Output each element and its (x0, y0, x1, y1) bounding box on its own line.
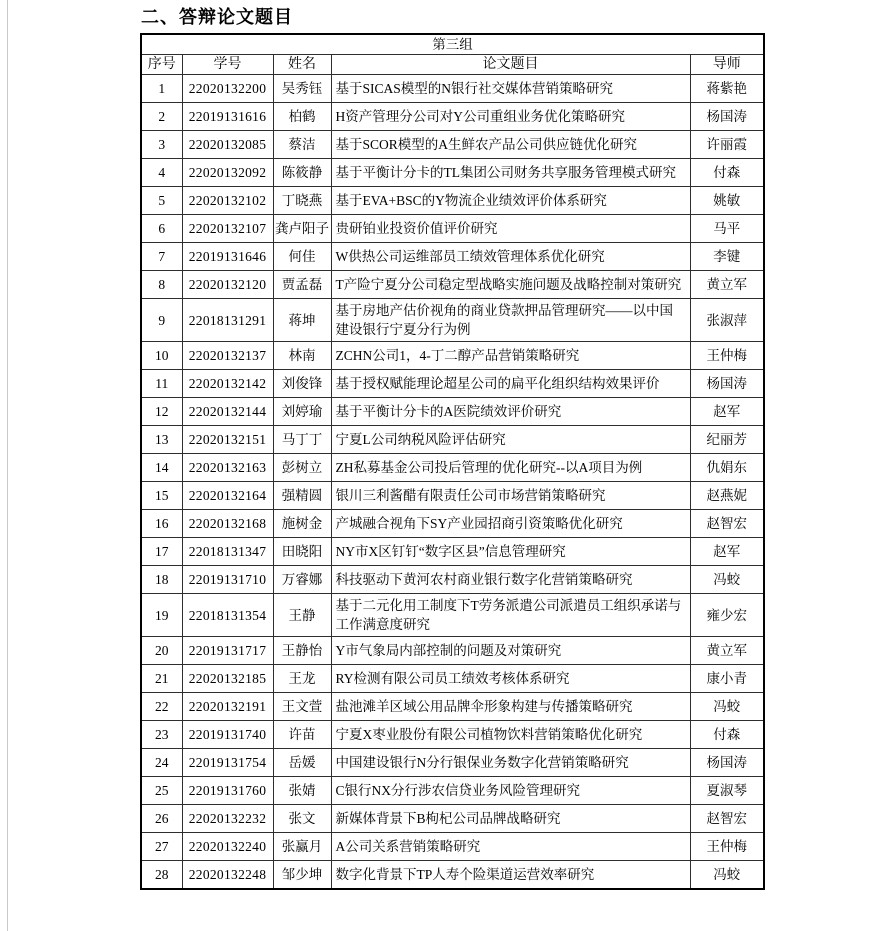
cell-name: 田晓阳 (273, 538, 331, 566)
table-row (141, 215, 764, 243)
cell-name: 贾孟磊 (273, 271, 331, 299)
cell-advisor: 蒋紫艳 (690, 75, 764, 103)
table-row (141, 721, 764, 749)
cell-thesis-title: W供热公司运维部员工绩效管理体系优化研究 (331, 243, 690, 271)
cell-no: 20 (141, 637, 182, 665)
cell-no: 10 (141, 342, 182, 370)
cell-name: 蒋坤 (273, 299, 331, 342)
cell-no: 13 (141, 426, 182, 454)
cell-no: 9 (141, 299, 182, 342)
table-row (141, 538, 764, 566)
cell-thesis-title: 基于房地产估价视角的商业贷款押品管理研究——以中国建设银行宁夏分行为例 (331, 299, 690, 342)
cell-advisor: 夏淑琴 (690, 777, 764, 805)
cell-advisor: 冯蛟 (690, 693, 764, 721)
cell-student-id: 22020132151 (182, 426, 273, 454)
cell-student-id: 22020132168 (182, 510, 273, 538)
cell-no: 23 (141, 721, 182, 749)
table-row (141, 777, 764, 805)
column-header-row (141, 55, 764, 75)
cell-name: 万睿娜 (273, 566, 331, 594)
cell-name: 丁晓燕 (273, 187, 331, 215)
cell-thesis-title: NY市X区钉钉“数字区县”信息管理研究 (331, 538, 690, 566)
cell-name: 王静 (273, 594, 331, 637)
cell-name: 吴秀钰 (273, 75, 331, 103)
cell-advisor: 黄立军 (690, 271, 764, 299)
cell-thesis-title: ZH私募基金公司投后管理的优化研究--以A项目为例 (331, 454, 690, 482)
cell-name: 强精圆 (273, 482, 331, 510)
table-row (141, 103, 764, 131)
cell-thesis-title: RY检测有限公司员工绩效考核体系研究 (331, 665, 690, 693)
cell-name: 柏鹤 (273, 103, 331, 131)
cell-no: 25 (141, 777, 182, 805)
cell-student-id: 22020132200 (182, 75, 273, 103)
table-row (141, 833, 764, 861)
cell-student-id: 22020132240 (182, 833, 273, 861)
table-row (141, 594, 764, 637)
cell-thesis-title: ZCHN公司1，4-丁二醇产品营销策略研究 (331, 342, 690, 370)
cell-name: 张赢月 (273, 833, 331, 861)
column-header-no: 序号 (141, 55, 182, 75)
table-row (141, 637, 764, 665)
cell-student-id: 22019131710 (182, 566, 273, 594)
table-body (141, 75, 764, 889)
column-header-name: 姓名 (273, 55, 331, 75)
cell-name: 陈筱静 (273, 159, 331, 187)
cell-thesis-title: 基于SCOR模型的A生鲜农产品公司供应链优化研究 (331, 131, 690, 159)
table-row (141, 187, 764, 215)
column-header-advisor: 导师 (690, 55, 764, 75)
cell-student-id: 22020132085 (182, 131, 273, 159)
cell-advisor: 仇娟东 (690, 454, 764, 482)
table-row (141, 75, 764, 103)
cell-advisor: 冯蛟 (690, 861, 764, 889)
cell-name: 马丁丁 (273, 426, 331, 454)
cell-no: 19 (141, 594, 182, 637)
cell-name: 林南 (273, 342, 331, 370)
cell-advisor: 马平 (690, 215, 764, 243)
cell-student-id: 22019131754 (182, 749, 273, 777)
cell-thesis-title: 盐池滩羊区域公用品牌伞形象构建与传播策略研究 (331, 693, 690, 721)
group-header-row (141, 34, 764, 55)
table-row (141, 805, 764, 833)
cell-name: 张文 (273, 805, 331, 833)
cell-no: 27 (141, 833, 182, 861)
cell-thesis-title: 产城融合视角下SY产业园招商引资策略优化研究 (331, 510, 690, 538)
cell-thesis-title: 新媒体背景下B枸杞公司品牌战略研究 (331, 805, 690, 833)
cell-name: 龚卢阳子 (273, 215, 331, 243)
thesis-defense-table (140, 33, 765, 890)
table-row (141, 131, 764, 159)
cell-advisor: 付森 (690, 721, 764, 749)
cell-thesis-title: 基于二元化用工制度下T劳务派遣公司派遣员工组织承诺与工作满意度研究 (331, 594, 690, 637)
cell-name: 蔡洁 (273, 131, 331, 159)
cell-student-id: 22020132142 (182, 370, 273, 398)
cell-advisor: 康小青 (690, 665, 764, 693)
cell-student-id: 22020132120 (182, 271, 273, 299)
cell-student-id: 22020132102 (182, 187, 273, 215)
cell-name: 许苗 (273, 721, 331, 749)
cell-name: 何佳 (273, 243, 331, 271)
cell-thesis-title: 基于平衡计分卡的TL集团公司财务共享服务管理模式研究 (331, 159, 690, 187)
cell-thesis-title: C银行NX分行涉农信贷业务风险管理研究 (331, 777, 690, 805)
cell-no: 24 (141, 749, 182, 777)
cell-name: 张婧 (273, 777, 331, 805)
cell-no: 26 (141, 805, 182, 833)
cell-advisor: 李键 (690, 243, 764, 271)
cell-student-id: 22019131760 (182, 777, 273, 805)
cell-advisor: 冯蛟 (690, 566, 764, 594)
cell-no: 7 (141, 243, 182, 271)
cell-student-id: 22020132092 (182, 159, 273, 187)
cell-thesis-title: 基于平衡计分卡的A医院绩效评价研究 (331, 398, 690, 426)
cell-thesis-title: 基于SICAS模型的N银行社交媒体营销策略研究 (331, 75, 690, 103)
table-row (141, 426, 764, 454)
cell-name: 刘婷瑜 (273, 398, 331, 426)
cell-thesis-title: 贵研铂业投资价值评价研究 (331, 215, 690, 243)
cell-advisor: 杨国涛 (690, 103, 764, 131)
cell-thesis-title: 中国建设银行N分行银保业务数字化营销策略研究 (331, 749, 690, 777)
table-row (141, 342, 764, 370)
table-row (141, 749, 764, 777)
cell-student-id: 22020132107 (182, 215, 273, 243)
cell-thesis-title: Y市气象局内部控制的问题及对策研究 (331, 637, 690, 665)
table-row (141, 482, 764, 510)
cell-no: 28 (141, 861, 182, 889)
cell-student-id: 22020132232 (182, 805, 273, 833)
cell-no: 18 (141, 566, 182, 594)
cell-thesis-title: 基于EVA+BSC的Y物流企业绩效评价体系研究 (331, 187, 690, 215)
table-row (141, 861, 764, 889)
cell-advisor: 黄立军 (690, 637, 764, 665)
cell-advisor: 王仲梅 (690, 833, 764, 861)
cell-thesis-title: 银川三利酱醋有限责任公司市场营销策略研究 (331, 482, 690, 510)
cell-student-id: 22018131291 (182, 299, 273, 342)
cell-student-id: 22020132248 (182, 861, 273, 889)
cell-thesis-title: 数字化背景下TP人寿个险渠道运营效率研究 (331, 861, 690, 889)
table-row (141, 398, 764, 426)
column-header-title: 论文题目 (331, 55, 690, 75)
cell-no: 16 (141, 510, 182, 538)
cell-no: 1 (141, 75, 182, 103)
cell-advisor: 赵智宏 (690, 510, 764, 538)
cell-student-id: 22019131740 (182, 721, 273, 749)
page-edge-rule (7, 0, 8, 931)
cell-student-id: 22020132137 (182, 342, 273, 370)
cell-no: 2 (141, 103, 182, 131)
cell-advisor: 王仲梅 (690, 342, 764, 370)
cell-advisor: 张淑萍 (690, 299, 764, 342)
cell-advisor: 杨国涛 (690, 749, 764, 777)
cell-student-id: 22018131347 (182, 538, 273, 566)
table-row (141, 370, 764, 398)
cell-name: 彭树立 (273, 454, 331, 482)
cell-advisor: 赵军 (690, 398, 764, 426)
cell-student-id: 22019131646 (182, 243, 273, 271)
table-row (141, 271, 764, 299)
cell-student-id: 22020132144 (182, 398, 273, 426)
table-row (141, 243, 764, 271)
cell-thesis-title: 基于授权赋能理论超星公司的扁平化组织结构效果评价 (331, 370, 690, 398)
cell-thesis-title: 宁夏L公司纳税风险评估研究 (331, 426, 690, 454)
cell-name: 王文萱 (273, 693, 331, 721)
cell-no: 8 (141, 271, 182, 299)
cell-student-id: 22020132163 (182, 454, 273, 482)
table-row (141, 299, 764, 342)
cell-no: 4 (141, 159, 182, 187)
cell-name: 刘俊锋 (273, 370, 331, 398)
table-row (141, 566, 764, 594)
cell-student-id: 22020132164 (182, 482, 273, 510)
cell-advisor: 姚敏 (690, 187, 764, 215)
cell-name: 王龙 (273, 665, 331, 693)
cell-advisor: 许丽霞 (690, 131, 764, 159)
cell-student-id: 22019131616 (182, 103, 273, 131)
table-row (141, 159, 764, 187)
cell-student-id: 22018131354 (182, 594, 273, 637)
cell-no: 22 (141, 693, 182, 721)
cell-no: 17 (141, 538, 182, 566)
cell-advisor: 纪丽芳 (690, 426, 764, 454)
cell-no: 12 (141, 398, 182, 426)
column-header-studentid: 学号 (182, 55, 273, 75)
cell-no: 14 (141, 454, 182, 482)
cell-thesis-title: H资产管理分公司对Y公司重组业务优化策略研究 (331, 103, 690, 131)
cell-student-id: 22019131717 (182, 637, 273, 665)
cell-thesis-title: 科技驱动下黄河农村商业银行数字化营销策略研究 (331, 566, 690, 594)
table-row (141, 665, 764, 693)
cell-advisor: 付森 (690, 159, 764, 187)
table-row (141, 510, 764, 538)
cell-no: 6 (141, 215, 182, 243)
group-header: 第三组 (141, 34, 764, 55)
cell-advisor: 赵军 (690, 538, 764, 566)
cell-student-id: 22020132191 (182, 693, 273, 721)
cell-thesis-title: T产险宁夏分公司稳定型战略实施问题及战略控制对策研究 (331, 271, 690, 299)
cell-advisor: 杨国涛 (690, 370, 764, 398)
cell-advisor: 雍少宏 (690, 594, 764, 637)
cell-no: 21 (141, 665, 182, 693)
table-row (141, 693, 764, 721)
table-row (141, 454, 764, 482)
cell-name: 岳媛 (273, 749, 331, 777)
cell-name: 邹少坤 (273, 861, 331, 889)
section-title: 二、答辩论文题目 (141, 7, 293, 27)
cell-name: 王静怡 (273, 637, 331, 665)
cell-student-id: 22020132185 (182, 665, 273, 693)
cell-name: 施树金 (273, 510, 331, 538)
cell-thesis-title: A公司关系营销策略研究 (331, 833, 690, 861)
cell-advisor: 赵燕妮 (690, 482, 764, 510)
cell-thesis-title: 宁夏X枣业股份有限公司植物饮料营销策略优化研究 (331, 721, 690, 749)
cell-advisor: 赵智宏 (690, 805, 764, 833)
cell-no: 15 (141, 482, 182, 510)
cell-no: 5 (141, 187, 182, 215)
cell-no: 3 (141, 131, 182, 159)
cell-no: 11 (141, 370, 182, 398)
